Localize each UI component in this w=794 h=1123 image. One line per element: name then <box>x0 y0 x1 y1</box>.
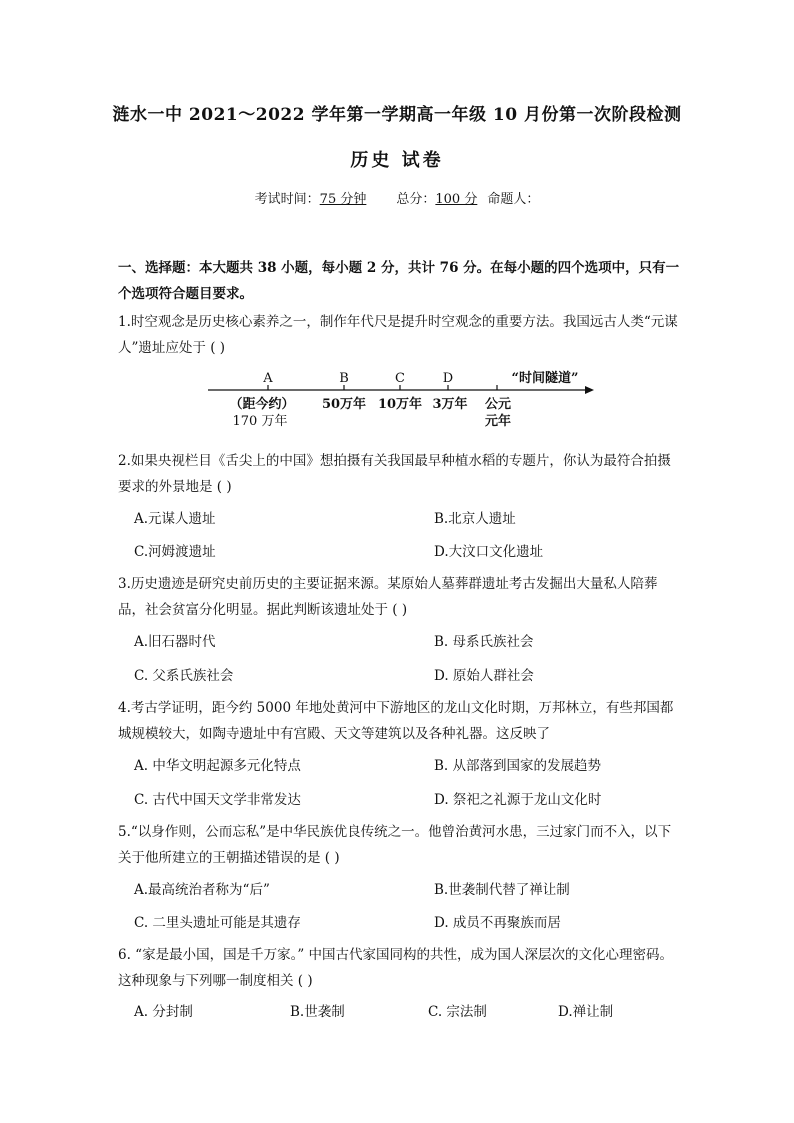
question-3-option-d[interactable]: D. 原始人群社会 <box>434 668 534 684</box>
total-label: 总分： <box>396 192 436 207</box>
question-6-option-b[interactable]: B.世袭制 <box>290 1004 345 1020</box>
section-heading: 一、选择题：本大题共 38 小题，每小题 2 分，共计 76 分。在每小题的四个选项中，只有一个选项符合题目要求。 <box>118 260 680 302</box>
timeline-letter-d: D <box>442 371 454 386</box>
timeline-label-ad-line1: 公元 <box>484 397 512 412</box>
question-4-option-c[interactable]: C. 古代中国天文学非常发达 <box>134 792 301 808</box>
timeline-label-c: 10万年 <box>377 397 423 412</box>
timeline-letter-c: C <box>395 371 405 386</box>
timeline-label-a-line1: （距今约） <box>229 397 295 412</box>
question-3-option-c[interactable]: C. 父系氏族社会 <box>134 668 234 684</box>
timeline-label-d: 3万年 <box>432 397 468 412</box>
question-5-option-b[interactable]: B.世袭制代替了禅让制 <box>434 882 570 898</box>
question-4-option-a[interactable]: A. 中华文明起源多元化特点 <box>134 758 301 774</box>
question-5-option-a[interactable]: A.最高统治者称为“后” <box>134 882 270 898</box>
question-3-option-a[interactable]: A.旧石器时代 <box>134 634 216 650</box>
timeline-tunnel-label: “时间隧道” <box>511 371 579 386</box>
question-3-stem: 3.历史遗迹是研究史前历史的主要证据来源。某原始人墓葬群遗址考古发掘出大量私人陪葬品，社会贫富分化明显。据此判断该遗址处于 ( ) <box>118 576 658 618</box>
time-value: 75 分钟 <box>319 192 367 207</box>
question-6-stem: 6. “家是最小国，国是千万家。” 中国古代家国同构的共性，成为国人深层次的文化心理密码。这种现象与下列哪一制度相关 ( ) <box>118 947 674 989</box>
total-value: 100 分 <box>435 192 478 207</box>
question-5-option-c[interactable]: C. 二里头遗址可能是其遗存 <box>134 915 301 931</box>
question-5-stem: 5.“以身作则，公而忘私”是中华民族优良传统之一。他曾治黄河水患，三过家门而不入，以下关于他所建立的王朝描述错误的是 ( ) <box>118 824 672 866</box>
question-2-option-b[interactable]: B.北京人遗址 <box>434 511 516 527</box>
question-2-option-c[interactable]: C.河姆渡遗址 <box>134 544 216 560</box>
question-2-option-a[interactable]: A.元谋人遗址 <box>134 511 216 527</box>
question-4-stem: 4.考古学证明，距今约 5000 年地处黄河中下游地区的龙山文化时期，万邦林立，有些邦国都城规模较大，如陶寺遗址中有宫殿、天文等建筑以及各种礼器。这反映了 <box>118 700 674 742</box>
timeline-label-a-line2: 170 万年 <box>232 414 288 429</box>
timeline-label-b: 50万年 <box>321 397 367 412</box>
question-3-option-b[interactable]: B. 母系氏族社会 <box>434 634 534 650</box>
timeline-figure <box>200 365 600 435</box>
question-6-option-c[interactable]: C. 宗法制 <box>428 1004 487 1020</box>
timeline-letter-a: A <box>263 371 273 386</box>
question-2-option-d[interactable]: D.大汶口文化遗址 <box>434 544 544 560</box>
question-5-option-d[interactable]: D. 成员不再聚族而居 <box>434 915 561 931</box>
exam-title: 涟水一中 2021～2022 学年第一学期高一年级 10 月份第一次阶段检测 <box>112 105 682 125</box>
timeline-label-ad-line2: 元年 <box>484 414 512 429</box>
question-4-option-d[interactable]: D. 祭祀之礼源于龙山文化时 <box>434 792 602 808</box>
exam-subtitle: 历史 试卷 <box>350 150 444 171</box>
question-2-stem: 2.如果央视栏目《舌尖上的中国》想拍摄有关我国最早种植水稻的专题片，你认为最符合拍摄要求的外景地是 ( ) <box>118 453 671 495</box>
question-6-option-a[interactable]: A. 分封制 <box>134 1004 193 1020</box>
exam-meta <box>0 188 794 207</box>
time-label: 考试时间： <box>254 192 320 207</box>
timeline-letter-b: B <box>339 371 349 386</box>
question-4-option-b[interactable]: B. 从部落到国家的发展趋势 <box>434 758 602 774</box>
author-label: 命题人： <box>487 192 540 207</box>
question-1-stem: 1.时空观念是历史核心素养之一，制作年代尺是提升时空观念的重要方法。我国远古人类“元谋人”遗址应处于 ( ) <box>118 314 678 356</box>
question-6-option-d[interactable]: D.禅让制 <box>558 1004 614 1020</box>
timeline-arrow-icon <box>585 386 594 394</box>
